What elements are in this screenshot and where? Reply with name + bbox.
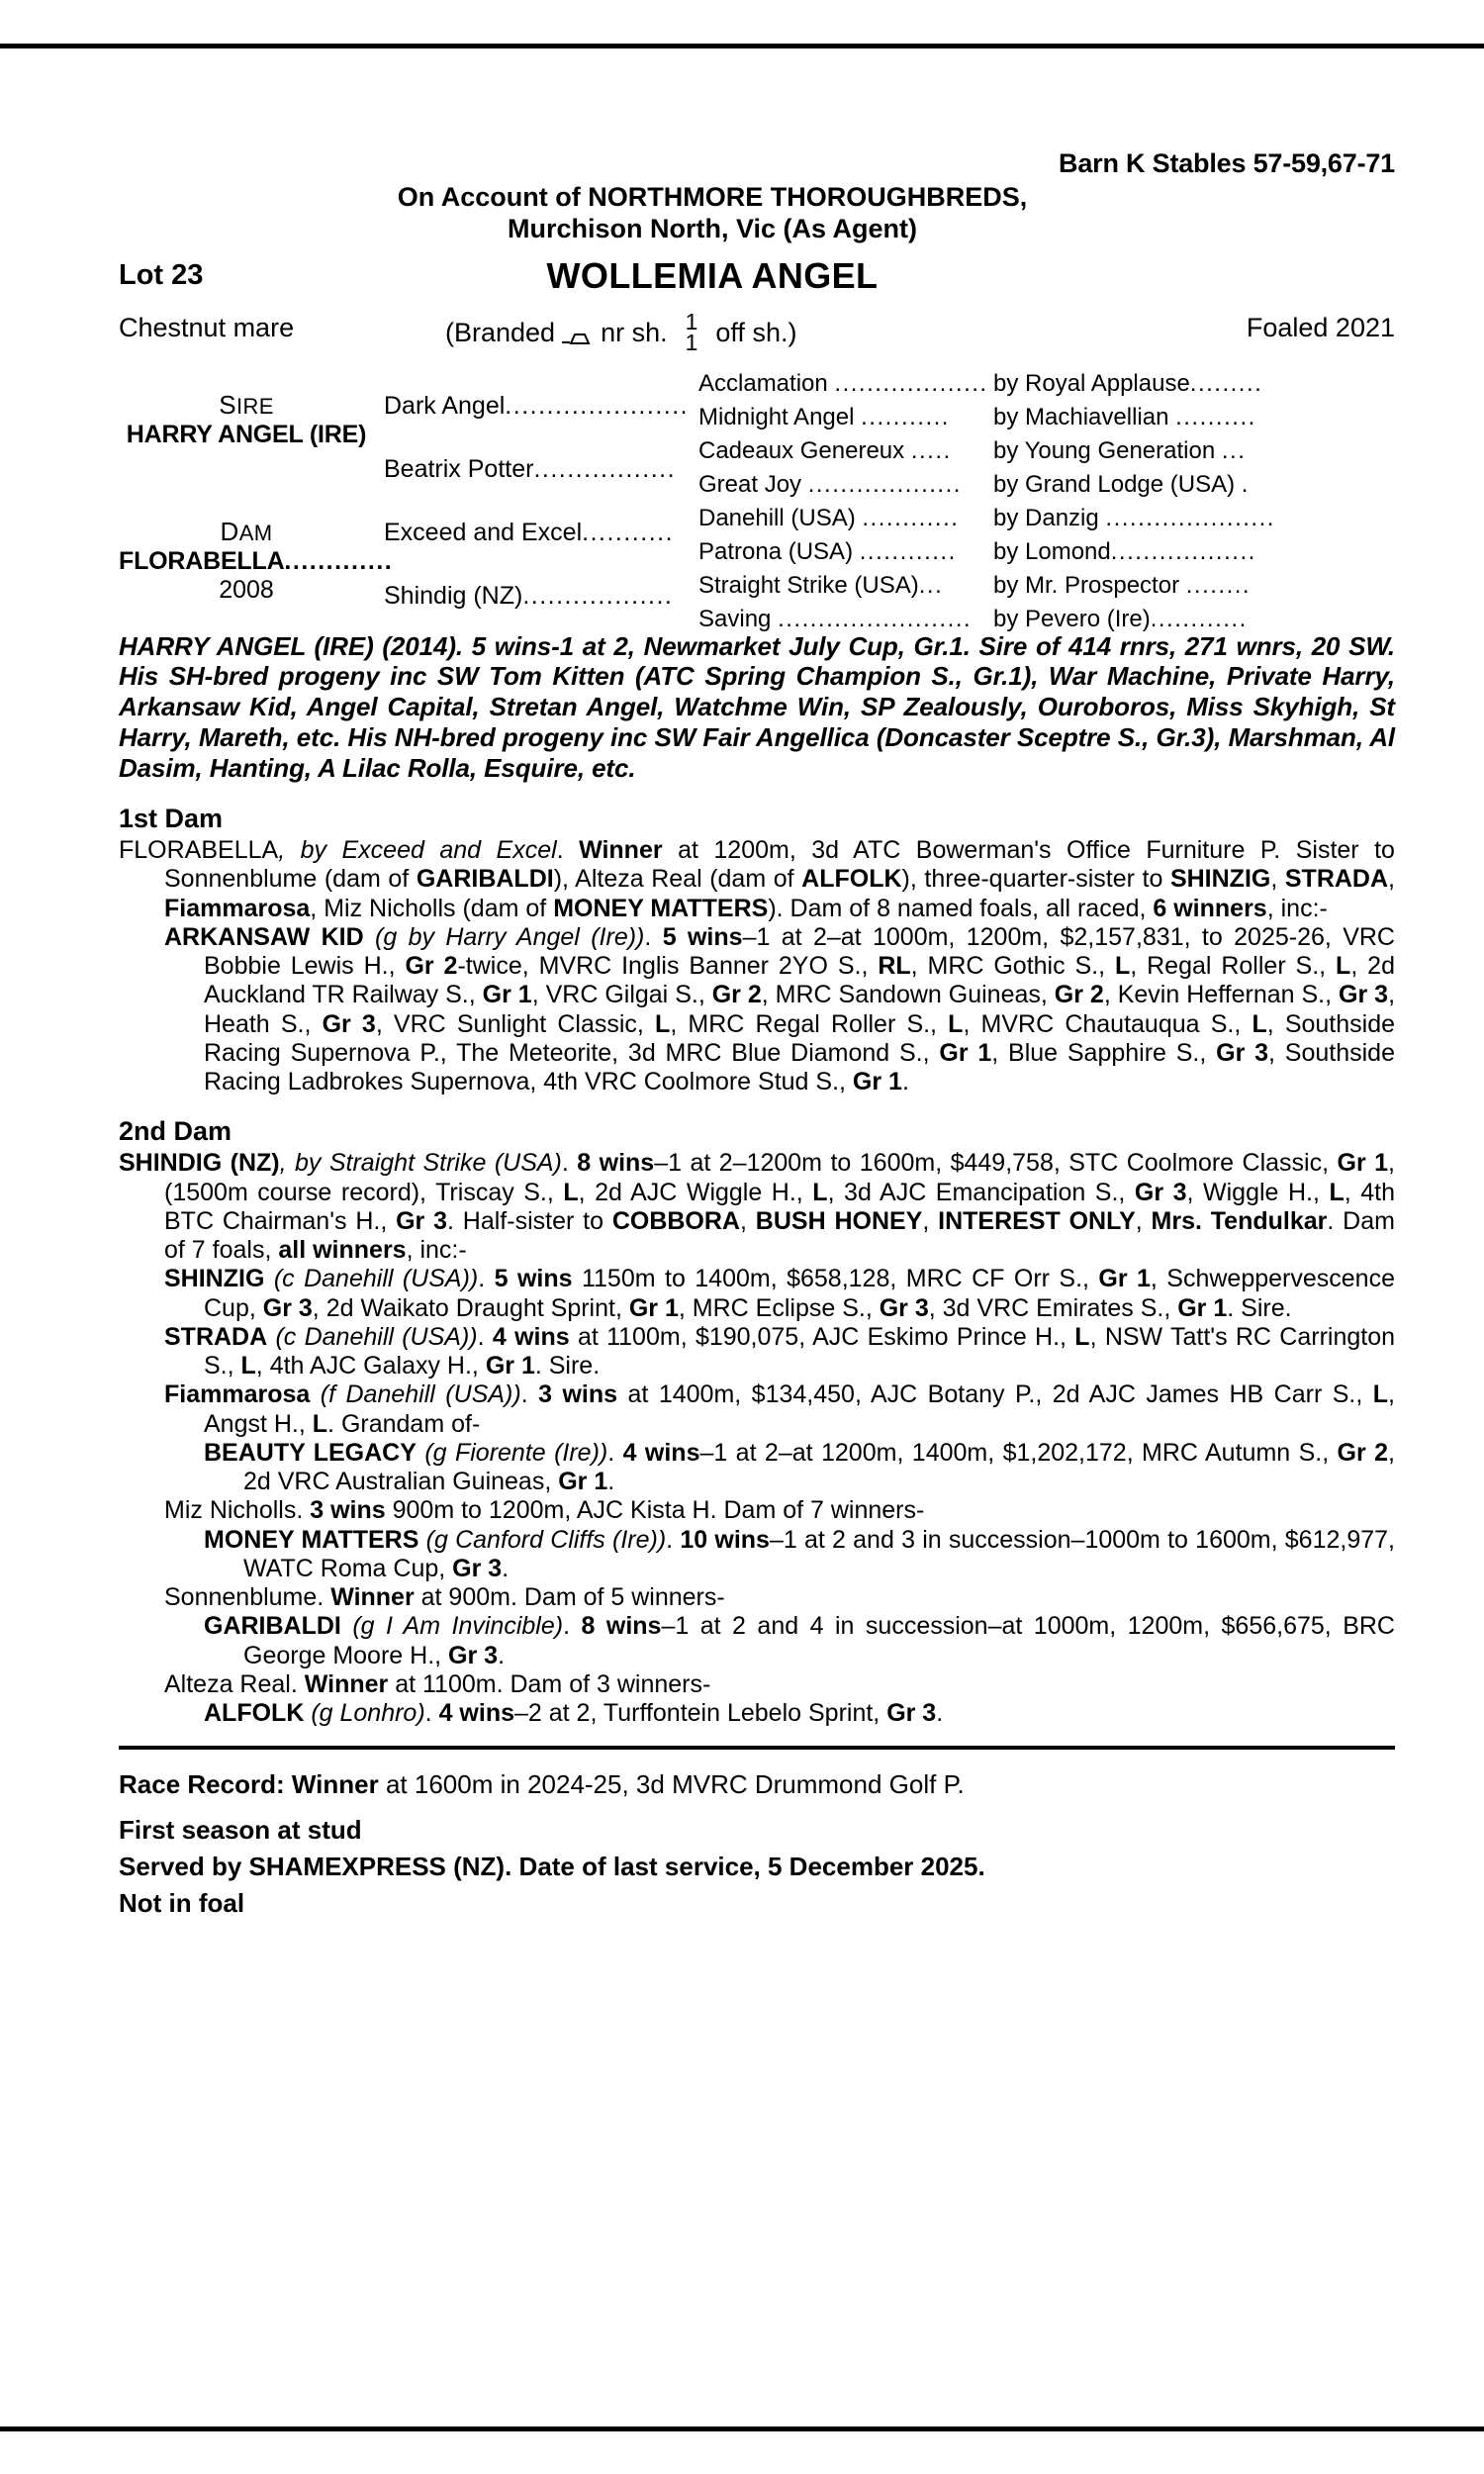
page-bottom-rule [0,2426,1484,2431]
progeny-entry-strada: STRADA (c Danehill (USA)). 4 wins at 1100m, $190,075, AJC Eskimo Prince H., L, NSW Tatt's RC Carrington S., L, 4th AJC Galaxy H., Gr 1. Sire. [164,1322,1396,1380]
progeny-entry-garibaldi: GARIBALDI (g I Am Invincible). 8 wins–1 at 2 and 4 in succession–at 1000m, 1200m, $656,675, BRC George Moore H., Gr 3. [204,1612,1395,1669]
dam-label: DAM [220,516,273,546]
great-grandparent-row: Patrona (USA) ............ [698,537,957,565]
page-top-rule [0,44,1484,48]
sire-block [119,390,374,449]
first-dam-entry: FLORABELLA, by Exceed and Excel. Winner at 1200m, 3d ATC Bowerman's Office Furniture P. Sister to Sonnenblume (dam of GARIBALDI), Alteza Real (dam of ALFOLK), three-quarter-sister to SHINZIG, STRADA, Fiammarosa, Miz Nicholls (dam of MONEY MATTERS). Dam of 8 named foals, all raced, 6 winners, inc:- [119,836,1395,922]
sire-name: HARRY ANGEL (IRE) [126,420,367,448]
progeny-entry-sonnenblume: Sonnenblume. Winner at 900m. Dam of 5 winners- [164,1583,725,1612]
grandparent-row: Exceed and Excel........... [384,518,675,546]
great-grandparent-sire-row: by Danzig ..................... [993,504,1275,531]
grandparent-row: Shindig (NZ).................. [384,581,674,610]
sire-label: SIRE [219,389,274,420]
horseshoe-brand-symbol-icon [561,325,595,346]
page-content [119,148,1395,1925]
foaled-year: Foaled 2021 [1246,312,1395,342]
grandparent-row: Dark Angel...................... [384,391,690,420]
dam-block [119,516,394,605]
progeny-entry-arkansaw-kid: ARKANSAW KID (g by Harry Angel (Ire)). 5 wins–1 at 2–at 1000m, 1200m, $2,157,831, to 2025-26, VRC Bobbie Lewis H., Gr 2-twice, MVRC Inglis Banner 2YO S., RL, MRC Gothic S., L, Regal Roller S., L, 2d Auckland TR Railway S., Gr 1, VRC Gilgai S., Gr 2, MRC Sandown Guineas, Gr 2, Kevin Heffernan S., Gr 3, Heath S., Gr 3, VRC Sunlight Classic, L, MRC Regal Roller S., L, MVRC Chautauqua S., L, Southside Racing Supernova P., The Meteorite, 3d MRC Blue Diamond S., Gr 1, Blue Sapphire S., Gr 3, Southside Racing Ladbrokes Supernova, 4th VRC Coolmore Stud S., Gr 1. [164,922,1396,1096]
race-record-line: Race Record: Winner at 1600m in 2024-25, 3d MVRC Drummond Golf P. [119,1769,965,1800]
great-grandparent-sire-row: by Royal Applause......... [993,369,1263,397]
dam-year: 2008 [219,575,274,604]
brand-prefix-label: (Branded [445,318,556,348]
section-divider [119,1746,1395,1750]
brand-number-stack [685,308,698,355]
grandparent-row: Beatrix Potter................. [384,454,677,483]
great-grandparent-row: Acclamation ................... [698,369,988,397]
progeny-entry-miz-nicholls: Miz Nicholls. 3 wins 900m to 1200m, AJC Kista H. Dam of 7 winners- [164,1496,925,1525]
great-grandparent-row: Saving ........................ [698,605,973,632]
brand-top-number: 1 [685,308,698,334]
served-by-line: Served by SHAMEXPRESS (NZ). Date of last service, 5 December 2025. [119,1851,985,1881]
second-dam-heading: 2nd Dam [119,1116,232,1147]
great-grandparent-sire-row: by Grand Lodge (USA) . [993,470,1250,498]
great-grandparent-sire-row: by Lomond.................. [993,537,1256,565]
great-grandparent-row: Midnight Angel ........... [698,403,950,430]
first-season-line: First season at stud [119,1814,362,1845]
progeny-entry-beauty-legacy: BEAUTY LEGACY (g Fiorente (Ire)). 4 wins–1 at 2–at 1200m, 1400m, $1,202,172, MRC Autumn S., Gr 2, 2d VRC Australian Guineas, Gr 1. [204,1438,1395,1496]
lot-row [119,255,1395,303]
great-grandparent-sire-row: by Pevero (Ire)............ [993,605,1248,632]
not-in-foal-line: Not in foal [119,1888,245,1919]
footer-block [119,1769,1395,1919]
dam-name: FLORABELLA............. [119,546,394,575]
great-grandparent-row: Straight Strike (USA)... [698,571,944,599]
great-grandparent-sire-row: by Machiavellian .......... [993,403,1256,430]
barn-location: Barn K Stables 57-59,67-71 [1059,148,1395,178]
progeny-entry-fiammarosa: Fiammarosa (f Danehill (USA)). 3 wins at 1400m, $134,450, AJC Botany P., 2d AJC James HB Carr S., L, Angst H., L. Grandam of- [164,1380,1395,1438]
vendor-account-line2: Murchison North, Vic (As Agent) [507,214,918,244]
great-grandparent-row: Cadeaux Genereux ..... [698,436,952,464]
brand-bottom-number: 1 [685,329,698,355]
second-dam-entry: SHINDIG (NZ), by Straight Strike (USA). 8 wins–1 at 2–1200m to 1600m, $449,758, STC Coolmore Classic, Gr 1, (1500m course record), Triscay S., L, 2d AJC Wiggle H., L, 3d AJC Emancipation S., Gr 3, Wiggle H., L, 4th BTC Chairman's H., Gr 3. Half-sister to COBBORA, BUSH HONEY, INTEREST ONLY, Mrs. Tendulkar. Dam of 7 foals, all winners, inc:- [119,1149,1395,1265]
progeny-entry-alteza-real: Alteza Real. Winner at 1100m. Dam of 3 winners- [164,1669,711,1698]
branding-details [445,308,797,355]
progeny-entry-shinzig: SHINZIG (c Danehill (USA)). 5 wins 1150m to 1400m, $658,128, MRC CF Orr S., Gr 1, Schweppervescence Cup, Gr 3, 2d Waikato Draught Sprint, Gr 1, MRC Eclipse S., Gr 3, 3d VRC Emirates S., Gr 1. Sire. [164,1265,1395,1322]
page-title: WOLLEMIA ANGEL [546,254,879,296]
vendor-account-line1: On Account of NORTHMORE THOROUGHBREDS, [397,181,1028,212]
lot-number: Lot 23 [119,258,204,291]
great-grandparent-sire-row: by Mr. Prospector ........ [993,571,1252,599]
first-dam-heading: 1st Dam [119,804,224,834]
great-grandparent-sire-row: by Young Generation ... [993,436,1247,464]
brand-near-shoulder-label: nr sh. [601,318,668,348]
sire-summary-paragraph: HARRY ANGEL (IRE) (2014). 5 wins-1 at 2, Newmarket July Cup, Gr.1. Sire of 414 rnrs, 271 wnrs, 20 SW. His SH-bred progeny inc SW Tom Kitten (ATC Spring Champion S., Gr.1), War Machine, Private Harry, Arkansaw Kid, Angel Capital, Stretan Angel, Watchme Win, SP Zealously, Ouroboros, Miss Skyhigh, St Harry, Mareth, etc. His NH-bred progeny inc SW Fair Angellica (Doncaster Sceptre S., Gr.3), Marshman, Al Dasim, Hanting, A Lilac Rolla, Esquire, etc. [119,630,1395,784]
progeny-entry-money-matters: MONEY MATTERS (g Canford Cliffs (Ire)). 10 wins–1 at 2 and 3 in succession–1000m to 1600m, $612,977, WATC Roma Cup, Gr 3. [204,1525,1395,1582]
progeny-entry-alfolk: ALFOLK (g Lonhro). 4 wins–2 at 2, Turffontein Lebelo Sprint, Gr 3. [204,1699,944,1728]
brand-off-shoulder-label: off sh.) [715,318,797,348]
vendor-account [119,181,1395,245]
horse-description-row [119,303,1395,354]
great-grandparent-row: Danehill (USA) ............ [698,504,960,531]
colour-and-sex: Chestnut mare [119,312,295,342]
dam-name-dots: ............. [284,546,394,575]
pedigree-table [119,368,1395,632]
great-grandparent-row: Great Joy ................... [698,470,962,498]
